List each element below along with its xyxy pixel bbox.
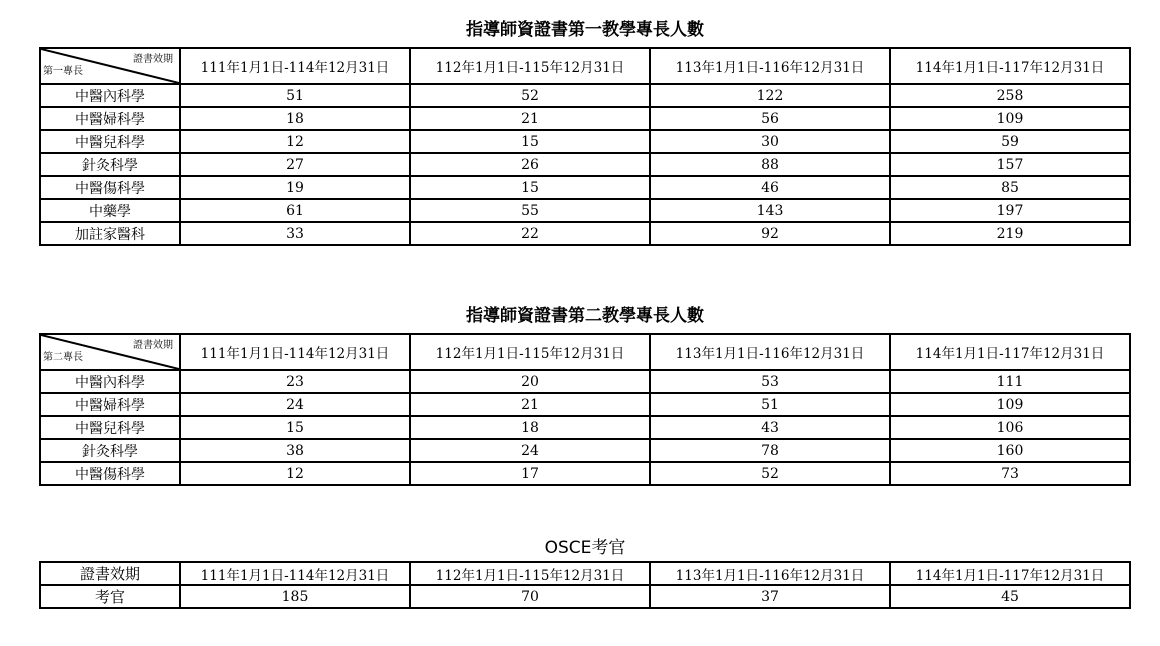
count-cell: 78: [650, 439, 890, 462]
row-label: 中醫內科學: [40, 84, 180, 107]
count-cell: 219: [890, 222, 1130, 245]
table-row: [40, 199, 1130, 222]
count-cell: 157: [890, 153, 1130, 176]
count-cell: 46: [650, 176, 890, 199]
table2-corner-bottom-label: 第二專長: [43, 352, 83, 363]
row-label: 中醫兒科學: [40, 130, 180, 153]
row-label: 中醫傷科學: [40, 462, 180, 485]
count-cell: 18: [410, 416, 650, 439]
count-cell: 30: [650, 130, 890, 153]
count-cell: 197: [890, 199, 1130, 222]
count-cell: 160: [890, 439, 1130, 462]
table-row: [40, 84, 1130, 107]
row-label: 考官: [40, 585, 180, 608]
table-row: [40, 393, 1130, 416]
count-cell: 111: [890, 370, 1130, 393]
count-cell: 24: [180, 393, 410, 416]
table1-first-specialty: [39, 47, 1131, 246]
table1-col-header: 114年1月1日-117年12月31日: [890, 48, 1130, 84]
table1-corner-cell: [40, 48, 180, 84]
table3-col-header: 113年1月1日-116年12月31日: [650, 562, 890, 585]
table2-col-header: 112年1月1日-115年12月31日: [410, 334, 650, 370]
row-label: 中藥學: [40, 199, 180, 222]
table2-title: 指導師資證書第二教學專長人數: [466, 306, 704, 326]
table1-title: 指導師資證書第一教學專長人數: [466, 20, 704, 40]
count-cell: 45: [890, 585, 1130, 608]
count-cell: 23: [180, 370, 410, 393]
count-cell: 19: [180, 176, 410, 199]
count-cell: 26: [410, 153, 650, 176]
count-cell: 143: [650, 199, 890, 222]
count-cell: 22: [410, 222, 650, 245]
count-cell: 38: [180, 439, 410, 462]
count-cell: 12: [180, 130, 410, 153]
count-cell: 15: [410, 176, 650, 199]
count-cell: 59: [890, 130, 1130, 153]
table3-title: OSCE考官: [544, 538, 626, 558]
table1-col-header: 112年1月1日-115年12月31日: [410, 48, 650, 84]
count-cell: 51: [650, 393, 890, 416]
count-cell: 106: [890, 416, 1130, 439]
table-row: [40, 462, 1130, 485]
count-cell: 61: [180, 199, 410, 222]
count-cell: 20: [410, 370, 650, 393]
table2-second-specialty: [39, 333, 1131, 486]
count-cell: 92: [650, 222, 890, 245]
count-cell: 52: [410, 84, 650, 107]
count-cell: 24: [410, 439, 650, 462]
count-cell: 15: [180, 416, 410, 439]
row-label: 中醫兒科學: [40, 416, 180, 439]
count-cell: 43: [650, 416, 890, 439]
table-row: [40, 439, 1130, 462]
count-cell: 52: [650, 462, 890, 485]
count-cell: 53: [650, 370, 890, 393]
count-cell: 15: [410, 130, 650, 153]
count-cell: 185: [180, 585, 410, 608]
count-cell: 122: [650, 84, 890, 107]
count-cell: 88: [650, 153, 890, 176]
table2-col-header: 113年1月1日-116年12月31日: [650, 334, 890, 370]
row-label: 中醫內科學: [40, 370, 180, 393]
row-label: 針灸科學: [40, 439, 180, 462]
table-row: [40, 416, 1130, 439]
table1-corner-bottom-label: 第一專長: [43, 66, 83, 77]
table1-col-header: 111年1月1日-114年12月31日: [180, 48, 410, 84]
table-row: [40, 107, 1130, 130]
table3-col-header: 112年1月1日-115年12月31日: [410, 562, 650, 585]
table2-corner-cell: [40, 334, 180, 370]
row-label: 中醫婦科學: [40, 393, 180, 416]
count-cell: 18: [180, 107, 410, 130]
count-cell: 55: [410, 199, 650, 222]
table-row: [40, 370, 1130, 393]
table-row: [40, 176, 1130, 199]
count-cell: 33: [180, 222, 410, 245]
row-label: 中醫傷科學: [40, 176, 180, 199]
count-cell: 56: [650, 107, 890, 130]
table3-col-header: 114年1月1日-117年12月31日: [890, 562, 1130, 585]
table3-header-row: [40, 562, 1130, 585]
count-cell: 37: [650, 585, 890, 608]
table2-col-header: 114年1月1日-117年12月31日: [890, 334, 1130, 370]
count-cell: 73: [890, 462, 1130, 485]
row-label: 加註家醫科: [40, 222, 180, 245]
table2-col-header: 111年1月1日-114年12月31日: [180, 334, 410, 370]
table3-header-label: 證書效期: [40, 562, 180, 585]
count-cell: 21: [410, 393, 650, 416]
count-cell: 109: [890, 107, 1130, 130]
count-cell: 21: [410, 107, 650, 130]
row-label: 中醫婦科學: [40, 107, 180, 130]
table-row: [40, 585, 1130, 608]
table1-header-row: [40, 48, 1130, 84]
row-label: 針灸科學: [40, 153, 180, 176]
table1-col-header: 113年1月1日-116年12月31日: [650, 48, 890, 84]
table-row: [40, 130, 1130, 153]
table-row: [40, 222, 1130, 245]
table2-corner-top-label: 證書效期: [133, 340, 173, 351]
count-cell: 12: [180, 462, 410, 485]
count-cell: 27: [180, 153, 410, 176]
table1-corner-top-label: 證書效期: [133, 54, 173, 65]
count-cell: 70: [410, 585, 650, 608]
table2-header-row: [40, 334, 1130, 370]
count-cell: 51: [180, 84, 410, 107]
count-cell: 109: [890, 393, 1130, 416]
count-cell: 85: [890, 176, 1130, 199]
count-cell: 17: [410, 462, 650, 485]
count-cell: 258: [890, 84, 1130, 107]
table3-osce-examiners: [39, 561, 1131, 609]
table3-col-header: 111年1月1日-114年12月31日: [180, 562, 410, 585]
table-row: [40, 153, 1130, 176]
